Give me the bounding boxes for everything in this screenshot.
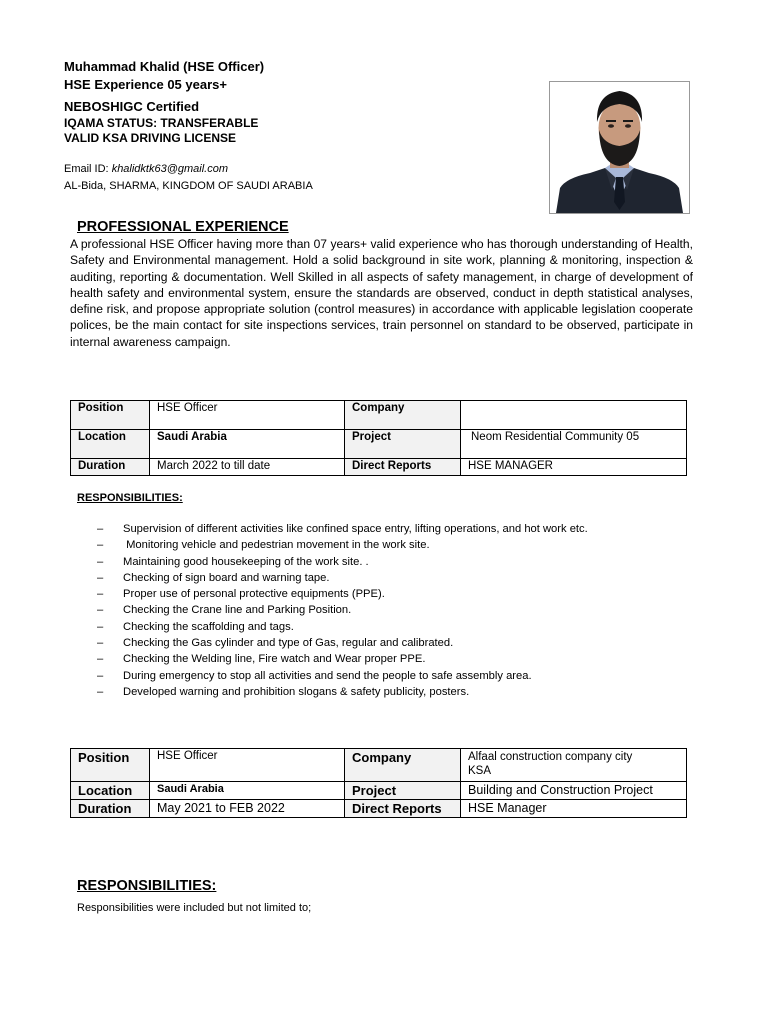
company-value — [461, 401, 687, 430]
job-2-table — [70, 748, 687, 818]
responsibilities-heading: RESPONSIBILITIES: — [77, 492, 183, 504]
location-label: Location — [71, 430, 150, 459]
bullet-dash: – — [97, 571, 104, 584]
bullet-dash: – — [97, 539, 104, 552]
location-label: Location — [71, 782, 150, 800]
bullet-dash: – — [97, 685, 104, 698]
list-item — [97, 554, 588, 570]
bullet-dash: – — [97, 637, 104, 650]
list-item-text: Monitoring vehicle and pedestrian movement in the work site. — [123, 539, 430, 552]
company-label: Company — [345, 749, 461, 782]
project-value: Building and Construction Project — [461, 782, 687, 800]
list-item — [97, 684, 588, 700]
email-label: Email ID: — [64, 163, 112, 175]
list-item — [97, 570, 588, 586]
list-item-text: During emergency to stop all activities and send the people to safe assembly area. — [123, 669, 532, 682]
direct-reports-value: HSE MANAGER — [461, 459, 687, 476]
bullet-dash: – — [97, 653, 104, 666]
company-value-line: Alfaal construction company city — [468, 751, 633, 763]
email-link[interactable]: khalidktk63@gmail.com — [111, 163, 229, 175]
experience-years: HSE Experience 05 years+ — [64, 77, 227, 92]
bullet-dash: – — [97, 604, 104, 617]
job-2-row — [71, 782, 687, 800]
list-item — [97, 521, 588, 537]
project-label: Project — [345, 782, 461, 800]
job-2-row — [71, 800, 687, 818]
location-value: Saudi Arabia — [150, 782, 345, 800]
experience-summary: A professional HSE Officer having more than 07 years+ valid experience who has thorough understanding of Health, Safety and Environmental management. Hold a solid background in site work, planning & monitoring, inspection & auditing, reporting & documentation. Well Skilled in all aspects of safety management, in charge of development of health safety and environmental system, ensure the standards are observed, conduct in depth statistical analyses, define risk, and propose appropriate solution (control measures) in accordance with applicable legislation cooperate polices, be the main contact for site inspections services, train personnel on standard to be observed, participate in internal awareness campaign. — [70, 237, 693, 349]
list-item-text: Proper use of personal protective equipments (PPE). — [123, 588, 385, 601]
duration-label: Duration — [71, 800, 150, 818]
profile-photo — [549, 81, 690, 214]
position-label: Position — [71, 749, 150, 782]
job-1-row — [71, 459, 687, 476]
list-item-text: Maintaining good housekeeping of the work site. . — [123, 555, 369, 568]
list-item-text: Checking the scaffolding and tags. — [123, 620, 294, 633]
position-value: HSE Officer — [150, 749, 345, 782]
direct-reports-label: Direct Reports — [345, 459, 461, 476]
position-value: HSE Officer — [150, 401, 345, 430]
list-item — [97, 602, 588, 618]
duration-value: May 2021 to FEB 2022 — [150, 800, 345, 818]
position-label: Position — [71, 401, 150, 430]
duration-label: Duration — [71, 459, 150, 476]
company-value-line: KSA — [468, 765, 492, 777]
list-item-text: Checking the Crane line and Parking Position. — [123, 604, 352, 617]
direct-reports-value: HSE Manager — [461, 800, 687, 818]
bullet-dash: – — [97, 555, 104, 568]
email-row — [64, 163, 228, 175]
project-value: Neom Residential Community 05 — [461, 430, 687, 459]
certification: NEBOSHIGC Certified — [64, 99, 200, 114]
list-item — [97, 619, 588, 635]
list-item-text: Supervision of different activities like confined space entry, lifting operations, and hot work etc. — [123, 523, 588, 535]
list-item-text: Developed warning and prohibition slogans & safety publicity, posters. — [123, 685, 470, 698]
list-item-text: Checking of sign board and warning tape. — [123, 571, 330, 584]
job-1-row — [71, 430, 687, 459]
list-item — [97, 651, 588, 667]
address: AL-Bida, SHARMA, KINGDOM OF SAUDI ARABIA — [64, 180, 313, 192]
bullet-dash: – — [97, 669, 104, 682]
company-label: Company — [345, 401, 461, 430]
list-item — [97, 635, 588, 651]
professional-experience-heading: PROFESSIONAL EXPERIENCE — [77, 219, 289, 235]
candidate-name: Muhammad Khalid (HSE Officer) — [64, 59, 265, 74]
direct-reports-label: Direct Reports — [345, 800, 461, 818]
list-item — [97, 537, 588, 553]
list-item-text: Checking the Gas cylinder and type of Gas, regular and calibrated. — [123, 637, 454, 650]
location-value: Saudi Arabia — [150, 430, 345, 459]
bullet-dash: – — [97, 523, 104, 535]
iqama-status: IQAMA STATUS: TRANSFERABLE — [64, 116, 259, 130]
list-item-text: Checking the Welding line, Fire watch and Wear proper PPE. — [123, 653, 426, 666]
job-2-row — [71, 749, 687, 782]
job-1-row — [71, 401, 687, 430]
portrait-image — [550, 82, 689, 213]
responsibilities-intro: Responsibilities were included but not limited to; — [77, 902, 312, 914]
bullet-dash: – — [97, 588, 104, 601]
list-item — [97, 586, 588, 602]
bullet-dash: – — [97, 620, 104, 633]
job-1-table — [70, 400, 687, 476]
responsibilities-heading-2: RESPONSIBILITIES: — [77, 878, 217, 894]
project-label: Project — [345, 430, 461, 459]
duration-value: March 2022 to till date — [150, 459, 345, 476]
company-value — [461, 749, 687, 782]
driving-license: VALID KSA DRIVING LICENSE — [64, 131, 237, 145]
responsibilities-list — [97, 521, 588, 700]
list-item — [97, 668, 588, 684]
